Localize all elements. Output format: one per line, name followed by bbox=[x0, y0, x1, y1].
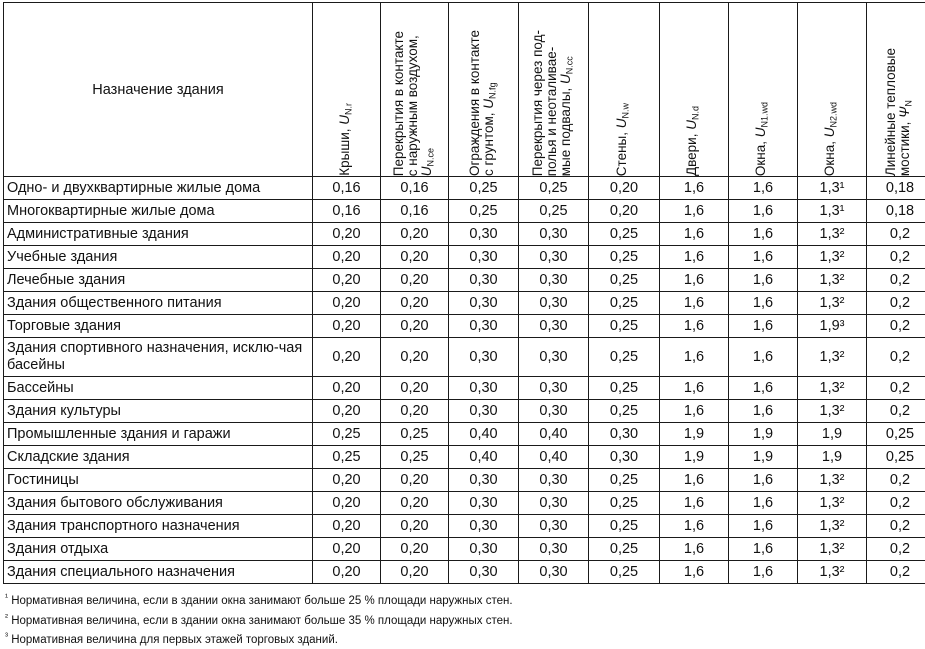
value-cell: 0,30 bbox=[519, 469, 589, 492]
value-cell: 0,30 bbox=[519, 246, 589, 269]
value-cell: 0,30 bbox=[449, 292, 519, 315]
value-cell: 0,20 bbox=[313, 515, 381, 538]
table-row bbox=[4, 538, 925, 561]
footnote-mark: ³ bbox=[5, 631, 8, 641]
row-name-cell: Многоквартирные жилые дома bbox=[4, 200, 313, 223]
footnote-mark: ¹ bbox=[5, 592, 8, 602]
value-cell: 1,6 bbox=[660, 338, 729, 377]
value-cell: 1,9 bbox=[798, 423, 867, 446]
value-cell: 0,20 bbox=[313, 269, 381, 292]
value-cell: 1,3² bbox=[798, 538, 867, 561]
value-cell: 1,3² bbox=[798, 338, 867, 377]
column-header-thermal-bridges: Линейные тепловые мостики, $\Psi_N$ bbox=[867, 3, 925, 177]
value-cell: 0,30 bbox=[519, 269, 589, 292]
value-cell: 0,25 bbox=[381, 446, 449, 469]
value-cell: 1,6 bbox=[660, 246, 729, 269]
column-header-ground: Ограждения в контакте с грунтом, $U_{N.fg}$ bbox=[449, 3, 519, 177]
table-row bbox=[4, 177, 925, 200]
value-cell: 0,30 bbox=[519, 515, 589, 538]
table-row bbox=[4, 423, 925, 446]
value-cell: 0,25 bbox=[589, 538, 660, 561]
value-cell: 1,6 bbox=[729, 538, 798, 561]
value-cell: 1,3¹ bbox=[798, 200, 867, 223]
value-cell: 0,40 bbox=[449, 423, 519, 446]
table-row bbox=[4, 377, 925, 400]
value-cell: 1,6 bbox=[729, 338, 798, 377]
column-header-label: Назначение здания bbox=[92, 82, 223, 98]
value-cell: 1,6 bbox=[660, 469, 729, 492]
value-cell: 0,30 bbox=[519, 292, 589, 315]
value-cell: 0,30 bbox=[449, 223, 519, 246]
value-cell: 1,9 bbox=[660, 446, 729, 469]
value-cell: 0,20 bbox=[381, 538, 449, 561]
value-cell: 0,25 bbox=[589, 223, 660, 246]
value-cell: 0,30 bbox=[519, 223, 589, 246]
value-cell: 1,9 bbox=[660, 423, 729, 446]
value-cell: 0,20 bbox=[381, 515, 449, 538]
value-cell: 0,16 bbox=[381, 200, 449, 223]
value-cell: 0,20 bbox=[381, 315, 449, 338]
row-name-cell: Здания бытового обслуживания bbox=[4, 492, 313, 515]
value-cell: 1,6 bbox=[660, 292, 729, 315]
value-cell: 0,2 bbox=[867, 561, 925, 584]
value-cell: 0,2 bbox=[867, 269, 925, 292]
table-row bbox=[4, 292, 925, 315]
table-row bbox=[4, 446, 925, 469]
value-cell: 0,30 bbox=[519, 492, 589, 515]
row-name-cell: Гостиницы bbox=[4, 469, 313, 492]
column-header-purpose bbox=[4, 3, 313, 177]
table-row bbox=[4, 515, 925, 538]
value-cell: 1,3² bbox=[798, 492, 867, 515]
value-cell: 0,30 bbox=[519, 315, 589, 338]
value-cell: 1,6 bbox=[729, 292, 798, 315]
column-header-doors: Двери, $U_{N.d}$ bbox=[660, 3, 729, 177]
value-cell: 0,25 bbox=[589, 492, 660, 515]
value-cell: 0,20 bbox=[381, 223, 449, 246]
value-cell: 0,20 bbox=[313, 400, 381, 423]
value-cell: 1,6 bbox=[729, 223, 798, 246]
value-cell: 1,6 bbox=[729, 315, 798, 338]
value-cell: 0,20 bbox=[381, 400, 449, 423]
value-cell: 0,20 bbox=[381, 492, 449, 515]
column-header-windows-1: Окна, $U_{N1.wd}$ bbox=[729, 3, 798, 177]
value-cell: 0,25 bbox=[589, 292, 660, 315]
footnote bbox=[5, 590, 922, 610]
value-cell: 0,30 bbox=[449, 338, 519, 377]
value-cell: 0,25 bbox=[589, 377, 660, 400]
value-cell: 0,2 bbox=[867, 492, 925, 515]
value-cell: 0,2 bbox=[867, 292, 925, 315]
table-row bbox=[4, 469, 925, 492]
value-cell: 0,2 bbox=[867, 515, 925, 538]
value-cell: 0,18 bbox=[867, 200, 925, 223]
value-cell: 1,6 bbox=[660, 223, 729, 246]
value-cell: 1,9 bbox=[729, 446, 798, 469]
value-cell: 0,20 bbox=[313, 538, 381, 561]
value-cell: 0,20 bbox=[381, 469, 449, 492]
column-header-ceiling-outdoor: Перекрытия в контакте с наружным воздухом, $U_{N.ce}$ bbox=[381, 3, 449, 177]
value-cell: 1,3² bbox=[798, 246, 867, 269]
value-cell: 0,20 bbox=[381, 292, 449, 315]
value-cell: 1,6 bbox=[660, 177, 729, 200]
value-cell: 0,2 bbox=[867, 538, 925, 561]
value-cell: 1,6 bbox=[660, 538, 729, 561]
value-cell: 0,25 bbox=[589, 246, 660, 269]
footnote-text: Нормативная величина для первых этажей торговых зданий. bbox=[8, 634, 338, 646]
value-cell: 1,3² bbox=[798, 400, 867, 423]
value-cell: 1,9³ bbox=[798, 315, 867, 338]
value-cell: 0,25 bbox=[589, 400, 660, 423]
value-cell: 0,40 bbox=[519, 446, 589, 469]
value-cell: 0,20 bbox=[313, 561, 381, 584]
column-header-walls: Стены, $U_{N.w}$ bbox=[589, 3, 660, 177]
value-cell: 0,20 bbox=[313, 246, 381, 269]
value-cell: 0,2 bbox=[867, 377, 925, 400]
row-name-cell: Здания специального назначения bbox=[4, 561, 313, 584]
value-cell: 1,6 bbox=[660, 315, 729, 338]
value-cell: 0,30 bbox=[449, 269, 519, 292]
row-name-cell: Здания общественного питания bbox=[4, 292, 313, 315]
column-header-windows-2: Окна, $U_{N2.wd}$ bbox=[798, 3, 867, 177]
footnote-text: Нормативная величина, если в здании окна занимают больше 35 % площади наружных стен. bbox=[8, 615, 513, 627]
value-cell: 0,40 bbox=[519, 423, 589, 446]
value-cell: 1,6 bbox=[729, 200, 798, 223]
value-cell: 0,30 bbox=[519, 400, 589, 423]
value-cell: 0,2 bbox=[867, 223, 925, 246]
row-name-cell: Здания транспортного назначения bbox=[4, 515, 313, 538]
value-cell: 0,30 bbox=[519, 377, 589, 400]
value-cell: 1,6 bbox=[660, 200, 729, 223]
value-cell: 0,30 bbox=[449, 538, 519, 561]
value-cell: 0,20 bbox=[313, 492, 381, 515]
table-row bbox=[4, 400, 925, 423]
value-cell: 0,25 bbox=[313, 446, 381, 469]
column-header-roof: Крыши, $U_{N.r}$ bbox=[313, 3, 381, 177]
value-cell: 0,20 bbox=[589, 177, 660, 200]
table-row bbox=[4, 315, 925, 338]
table-row bbox=[4, 246, 925, 269]
value-cell: 1,9 bbox=[729, 423, 798, 446]
value-cell: 1,6 bbox=[660, 377, 729, 400]
value-cell: 0,25 bbox=[589, 269, 660, 292]
value-cell: 0,30 bbox=[449, 246, 519, 269]
value-cell: 0,2 bbox=[867, 400, 925, 423]
row-name-cell: Здания отдыха bbox=[4, 538, 313, 561]
value-cell: 0,25 bbox=[313, 423, 381, 446]
value-cell: 0,2 bbox=[867, 315, 925, 338]
footnote bbox=[5, 610, 922, 630]
value-cell: 1,6 bbox=[660, 492, 729, 515]
value-cell: 1,3² bbox=[798, 223, 867, 246]
value-cell: 1,6 bbox=[729, 246, 798, 269]
value-cell: 0,20 bbox=[589, 200, 660, 223]
value-cell: 0,25 bbox=[519, 177, 589, 200]
row-name-cell: Бассейны bbox=[4, 377, 313, 400]
row-name-cell: Лечебные здания bbox=[4, 269, 313, 292]
value-cell: 0,2 bbox=[867, 246, 925, 269]
value-cell: 0,30 bbox=[449, 315, 519, 338]
value-cell: 0,30 bbox=[449, 561, 519, 584]
value-cell: 1,6 bbox=[660, 269, 729, 292]
table-body bbox=[4, 177, 925, 584]
value-cell: 1,6 bbox=[729, 377, 798, 400]
value-cell: 1,3² bbox=[798, 469, 867, 492]
table-row bbox=[4, 200, 925, 223]
footnotes bbox=[3, 590, 922, 649]
row-name-cell: Административные здания bbox=[4, 223, 313, 246]
value-cell: 0,16 bbox=[313, 177, 381, 200]
value-cell: 0,30 bbox=[449, 400, 519, 423]
value-cell: 0,2 bbox=[867, 469, 925, 492]
value-cell: 0,25 bbox=[589, 315, 660, 338]
value-cell: 1,6 bbox=[729, 269, 798, 292]
table-row bbox=[4, 269, 925, 292]
value-cell: 0,20 bbox=[313, 292, 381, 315]
value-cell: 0,30 bbox=[449, 492, 519, 515]
footnote bbox=[5, 629, 922, 649]
value-cell: 1,6 bbox=[660, 561, 729, 584]
table-row bbox=[4, 492, 925, 515]
value-cell: 1,9 bbox=[798, 446, 867, 469]
table-row bbox=[4, 561, 925, 584]
value-cell: 0,25 bbox=[449, 200, 519, 223]
value-cell: 0,25 bbox=[381, 423, 449, 446]
value-cell: 0,20 bbox=[313, 223, 381, 246]
value-cell: 1,6 bbox=[729, 492, 798, 515]
row-name-cell: Складские здания bbox=[4, 446, 313, 469]
value-cell: 0,18 bbox=[867, 177, 925, 200]
value-cell: 1,6 bbox=[729, 177, 798, 200]
value-cell: 1,3² bbox=[798, 515, 867, 538]
table-row bbox=[4, 338, 925, 377]
footnote-text: Нормативная величина, если в здании окна занимают больше 25 % площади наружных стен. bbox=[8, 595, 513, 607]
value-cell: 1,3² bbox=[798, 561, 867, 584]
row-name-cell: Торговые здания bbox=[4, 315, 313, 338]
row-name-cell: Здания спортивного назначения, исклю-чая басейны bbox=[4, 338, 313, 377]
norm-table bbox=[3, 2, 925, 584]
value-cell: 1,6 bbox=[729, 400, 798, 423]
value-cell: 0,25 bbox=[519, 200, 589, 223]
row-name-cell: Промышленные здания и гаражи bbox=[4, 423, 313, 446]
value-cell: 0,30 bbox=[519, 538, 589, 561]
value-cell: 0,40 bbox=[449, 446, 519, 469]
value-cell: 1,3² bbox=[798, 292, 867, 315]
value-cell: 1,6 bbox=[660, 400, 729, 423]
row-name-cell: Здания культуры bbox=[4, 400, 313, 423]
table-row bbox=[4, 223, 925, 246]
value-cell: 1,6 bbox=[729, 515, 798, 538]
value-cell: 0,20 bbox=[381, 338, 449, 377]
value-cell: 0,20 bbox=[313, 315, 381, 338]
value-cell: 0,20 bbox=[381, 269, 449, 292]
value-cell: 0,20 bbox=[381, 377, 449, 400]
value-cell: 0,20 bbox=[381, 561, 449, 584]
value-cell: 0,30 bbox=[589, 446, 660, 469]
value-cell: 0,30 bbox=[449, 515, 519, 538]
value-cell: 0,20 bbox=[313, 469, 381, 492]
value-cell: 0,2 bbox=[867, 338, 925, 377]
value-cell: 1,6 bbox=[660, 515, 729, 538]
value-cell: 0,25 bbox=[589, 515, 660, 538]
value-cell: 0,25 bbox=[449, 177, 519, 200]
value-cell: 0,25 bbox=[589, 338, 660, 377]
header-row bbox=[4, 3, 925, 177]
row-name-cell: Учебные здания bbox=[4, 246, 313, 269]
value-cell: 0,30 bbox=[449, 377, 519, 400]
value-cell: 1,3¹ bbox=[798, 177, 867, 200]
value-cell: 0,25 bbox=[867, 446, 925, 469]
value-cell: 1,3² bbox=[798, 377, 867, 400]
column-header-basement: Перекрытия через под- полья и неоталивае- мые подвалы, $U_{N.cc}$ bbox=[519, 3, 589, 177]
value-cell: 0,30 bbox=[519, 561, 589, 584]
footnote-mark: ² bbox=[5, 612, 8, 622]
value-cell: 0,30 bbox=[589, 423, 660, 446]
value-cell: 0,20 bbox=[381, 246, 449, 269]
value-cell: 1,6 bbox=[729, 561, 798, 584]
value-cell: 0,25 bbox=[867, 423, 925, 446]
document bbox=[3, 2, 922, 649]
value-cell: 0,25 bbox=[589, 469, 660, 492]
value-cell: 0,20 bbox=[313, 338, 381, 377]
value-cell: 1,3² bbox=[798, 269, 867, 292]
value-cell: 1,6 bbox=[729, 469, 798, 492]
value-cell: 0,25 bbox=[589, 561, 660, 584]
value-cell: 0,30 bbox=[449, 469, 519, 492]
value-cell: 0,20 bbox=[313, 377, 381, 400]
row-name-cell: Одно- и двухквартирные жилые дома bbox=[4, 177, 313, 200]
value-cell: 0,16 bbox=[313, 200, 381, 223]
value-cell: 0,16 bbox=[381, 177, 449, 200]
value-cell: 0,30 bbox=[519, 338, 589, 377]
